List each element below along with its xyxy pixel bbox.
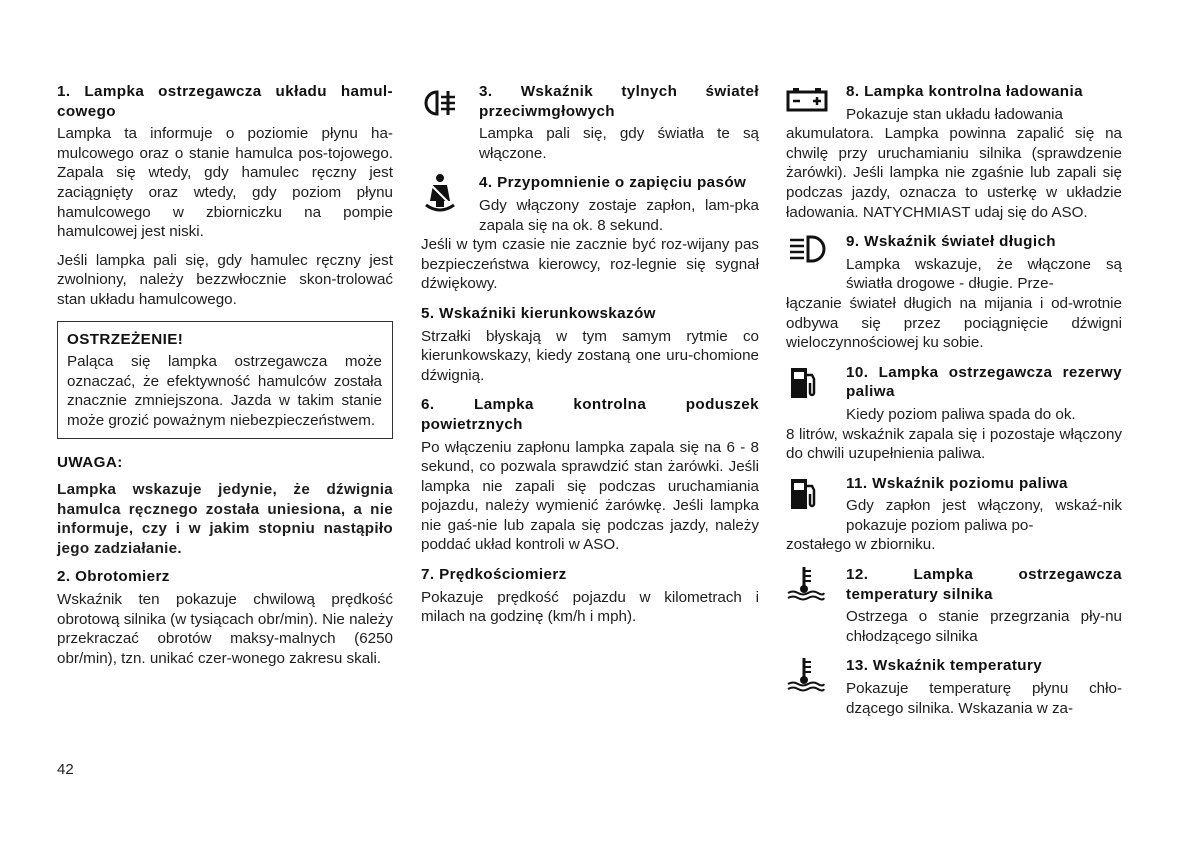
section-high-beam [786,232,1122,353]
coolant-temperature-icon [786,565,826,607]
column-3 [786,82,1122,727]
section-9-title: 9. Wskaźnik świateł długich [846,233,1056,251]
section-tachometer [57,567,393,668]
section-8-title: 8. Lampka kontrolna ładowania [846,83,1083,100]
rear-fog-light-icon [421,88,463,124]
battery-charge-icon [786,86,828,118]
section-3-text: Lampka pali się, gdy światła te są włączone. [479,125,759,162]
high-beam-icon [788,234,828,270]
coolant-temperature-icon [786,656,826,698]
section-8-text-a: Pokazuje stan układu ładowania [846,105,1063,123]
section-11-title: 11. Wskaźnik poziomu paliwa [846,474,1068,492]
section-engine-temp-warning [786,565,1122,646]
section-9-text-a: Lampka wskazuje, że włączone są światła drogowe - długie. Prze- [846,255,1122,293]
column-2 [421,82,759,636]
section-1-paragraph-1: Lampka ta informuje o poziomie płynu ha-mulcowego oraz o stanie hamulca pos-tojowego. Zapala się wtedy, gdy hamulec ręczny jest zaciągnięty oraz wtedy, gdy poziom płynu hamulcowego w zbiorniczku na pompie hamulcowej jest niski. [57,125,393,241]
section-4-title: 4. Przypomnienie o zapięciu pasów [479,174,747,192]
section-fuel-reserve [786,363,1122,464]
section-4-text-a: Gdy włączony zostaje zapłon, lam-pka zapala się na ok. 8 sekund. [479,196,759,234]
section-2-title: 2. Obrotomierz [57,568,170,586]
section-4-text-b: Jeśli w tym czasie nie zacznie być roz-wijany pas bezpieczeństwa kierowcy, roz-legnie się sygnał dźwiękowy. [421,236,759,293]
section-10-text-a: Kiedy poziom paliwa spada do ok. [846,405,1076,423]
section-1-paragraph-2: Jeśli lampka pali się, gdy hamulec ręczny jest zwolniony, należy bezzwłocznie skon-trolować stan układu hamulcowego. [57,251,393,308]
section-10-text-b: 8 litrów, wskaźnik zapala się i pozostaje włączony do chwili uzupełnienia paliwa. [786,425,1122,463]
note-title: UWAGA: [57,453,123,471]
section-rear-fog [421,82,759,163]
section-8-text-b: akumulatora. Lampka powinna zapalić się na chwilę przy uruchamianiu silnika (sprawdzenie żarówki). Jeśli lampka nie zgaśnie lub zapali się podczas jazdy, oznacza to usterkę w układzie ładowania. NATYCHMIAST udaj się do ASO. [786,125,1122,221]
section-10-title: 10. Lampka ostrzegawcza rezerwy paliwa [846,363,1122,401]
section-fuel-level [786,474,1122,555]
section-speedometer [421,565,759,627]
warning-text: Paląca się lampka ostrzegawcza może oznaczać, że efektywność hamulców została znacznie zmniejszona. Jazda w takim stanie może grozić poważnym niebezpieczeństwem. [67,353,382,429]
section-note [57,453,393,559]
section-charging [786,82,1122,222]
section-9-text-b: łączanie świateł długich na mijania i od-wrotnie odbywa się przez pociągnięcie dźwigni wieloczynnościowej ku sobie. [786,294,1122,352]
section-13-text: Pokazuje temperaturę płynu chło-dzącego silnika. Wskazania w za- [846,680,1122,717]
warning-title: OSTRZEŻENIE! [67,330,184,348]
section-turn-signals [421,304,759,385]
section-temperature-gauge [786,656,1122,718]
section-11-text-b: zostałego w zbiorniku. [786,536,936,554]
note-text: Lampka wskazuje jedynie, że dźwignia hamulca ręcznego została uniesiona, a nie informuje, czy i w jakim stopniu nastąpiło jego zadziałanie. [57,481,393,557]
seatbelt-icon [423,173,457,221]
section-7-title: 7. Prędkościomierz [421,566,567,584]
section-3-title: 3. Wskaźnik tylnych świateł przeciwmgłowych [479,83,759,120]
fuel-pump-icon [788,476,820,518]
section-5-text: Strzałki błyskają w tym samym rytmie co kierunkowskazy, kiedy zostaną one uru-chomione dźwignią. [421,327,759,384]
page-number: 42 [57,761,74,778]
section-7-text: Pokazuje prędkość pojazdu w kilometrach i milach na godzinę (km/h i mph). [421,588,759,626]
section-13-title: 13. Wskaźnik temperatury [846,657,1043,675]
section-airbag [421,395,759,555]
section-6-title: 6. Lampka kontrolna poduszek powietrznych [421,396,759,433]
fuel-pump-icon [788,365,820,407]
section-seatbelt [421,173,759,294]
section-6-text: Po włączeniu zapłonu lampka zapala się na 6 - 8 sekund, co pozwala sprawdzić stan żarówki. Jeśli lampka nie zapali się podczas uruchamiania pojazdu, należy wymienić żarówkę. Jeśli lampka nie gaś-nie lub zapala się podczas jazdy, należy poddać układ kontroli w ASO. [421,438,759,554]
column-1 [57,82,393,677]
section-1-title: 1. Lampka ostrzegawcza układu hamul-cowego [57,83,393,120]
section-brake-warning [57,82,393,310]
section-2-text: Wskaźnik ten pokazuje chwilową prędkość obrotową silnika (w tysiącach obr/min). Nie należy przekraczać obrotów maksy-malnych (6250 obr/min), tzn. unikać czer-wonego zakresu skali. [57,591,393,667]
section-12-text: Ostrzega o stanie przegrzania pły-nu chłodzącego silnika [846,608,1122,645]
warning-box [57,321,393,439]
section-11-text-a: Gdy zapłon jest włączony, wskaź-nik pokazuje poziom paliwa po- [846,497,1122,534]
section-12-title: 12. Lampka ostrzegawcza temperatury silnika [846,566,1122,603]
section-5-title: 5. Wskaźniki kierunkowskazów [421,304,656,322]
